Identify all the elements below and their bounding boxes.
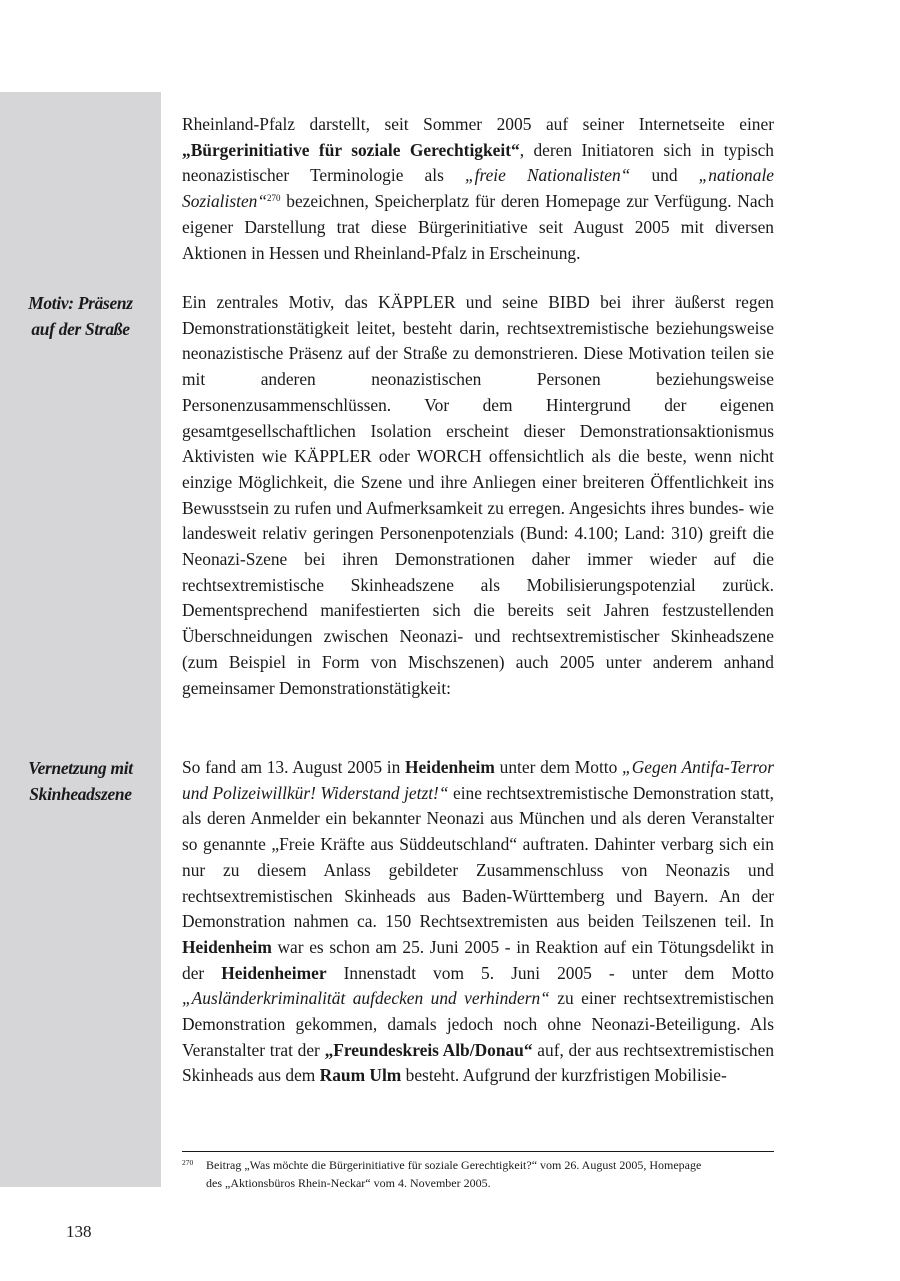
paragraph-1: Rheinland-Pfalz darstellt, seit Sommer 2005 auf seiner Internetseite einer „Bürgerinitiative für soziale Gerechtigkeit“, deren Initiatoren sich in typisch neonazistischer Terminologie als „freie Nationalisten“ und „nationale Sozialisten“$^{270}$ bezeichnen, Speicherplatz für deren Homepage zur Verfügung. Nach eigener Darstellung trat diese Bürgerinitiative seit August 2005 mit diversen Aktionen in Hessen und Rheinland-Pfalz in Erscheinung. bbox=[182, 114, 775, 263]
initiative-name: „Bürgerinitiative für soziale Gerechtigkeit“ bbox=[182, 139, 520, 160]
footnote bbox=[182, 1156, 774, 1192]
paragraph-3: So fand am 13. August 2005 in Heidenheim unter dem Motto „Gegen Antifa-Terror und Polizeiwillkür! Widerstand jetzt!“ eine rechtsextremistische Demonstration statt, als deren Anmelder ein bekannter Neonazi aus München und als deren Veranstalter so genannte „Freie Kräfte aus Süddeutschland“ auftraten. Dahinter verbarg sich ein nur zu diesem Anlass gebildeter Zusammenschluss von Neonazis und rechtsextremistischen Skinheads aus Baden-Württemberg und Bayern. An der Demonstration nahmen ca. 150 Rechtsextremisten aus beiden Teilszenen teil. In Heidenheim war es schon am 25. Juni 2005 - in Reaktion auf ein Tötungsdelikt in der Heidenheimer Innenstadt vom 5. Juni 2005 - unter dem Motto „Ausländerkriminalität aufdecken und verhindern“ zu einer rechtsextremistischen Demonstration gekommen, damals jedoch noch ohne Neonazi-Beteiligung. Als Veranstalter trat der „Freundeskreis Alb/Donau“ auf, der aus rechtsextremistischen Skinheads aus dem Raum Ulm besteht. Aufgrund der kurzfristigen Mobilisie- bbox=[182, 757, 775, 1086]
footnote-divider bbox=[182, 1151, 774, 1152]
margin-column bbox=[0, 92, 161, 1187]
footnote-line-2: des „Aktionsbüros Rhein-Neckar“ vom 4. November 2005. bbox=[206, 1176, 491, 1190]
footnote-reference[interactable]: 270 bbox=[267, 193, 281, 204]
footnote-number: 270 bbox=[182, 1158, 194, 1167]
margin-note-praesenz: Motiv: Präsenz auf der Straße bbox=[28, 293, 133, 339]
paragraph-2: Ein zentrales Motiv, das KÄPPLER und seine BIBD bei ihrer äußerst regen Demonstrationstätigkeit leitet, besteht darin, rechtsextremistische beziehungsweise neonazistische Präsenz auf der Straße zu demonstrieren. Diese Motivation teilen sie mit anderen neonazistischen Personen beziehungsweise Personenzusammenschlüssen. Vor dem Hintergrund der eigenen gesamtgesellschaftlichen Isolation erscheint dieser Demonstrationsaktionismus Aktivisten wie KÄPPLER oder WORCH offensichtlich als die beste, wenn nicht einzige Möglichkeit, die Szene und ihre Anliegen einer breiteren Öffentlichkeit ins Bewusstsein zu rufen und Aufmerksamkeit zu erregen. Angesichts ihres bundes- wie landesweit relativ geringen Personenpotenzials (Bund: 4.100; Land: 310) greift die Neonazi-Szene bei ihren Demonstrationen daher immer wieder auf die rechtsextremistische Skinheadszene als Mobilisierungspotenzial zurück. Dementsprechend manifestierten sich die bereits seit Jahren festzustellenden Überschneidungen zwischen Neonazi- und rechtsextremistischer Skinheadszene (zum Beispiel in Form von Mischszenen) auch 2005 unter anderem anhand gemeinsamer Demonstrationstätigkeit: bbox=[182, 292, 774, 698]
page-number: 138 bbox=[66, 1222, 92, 1241]
margin-note-vernetzung: Vernetzung mit Skinheadszene bbox=[28, 758, 133, 804]
footnote-line-1: Beitrag „Was möchte die Bürgerinitiative für soziale Gerechtigkeit?“ vom 26. August 2005, Homepage bbox=[206, 1158, 702, 1172]
